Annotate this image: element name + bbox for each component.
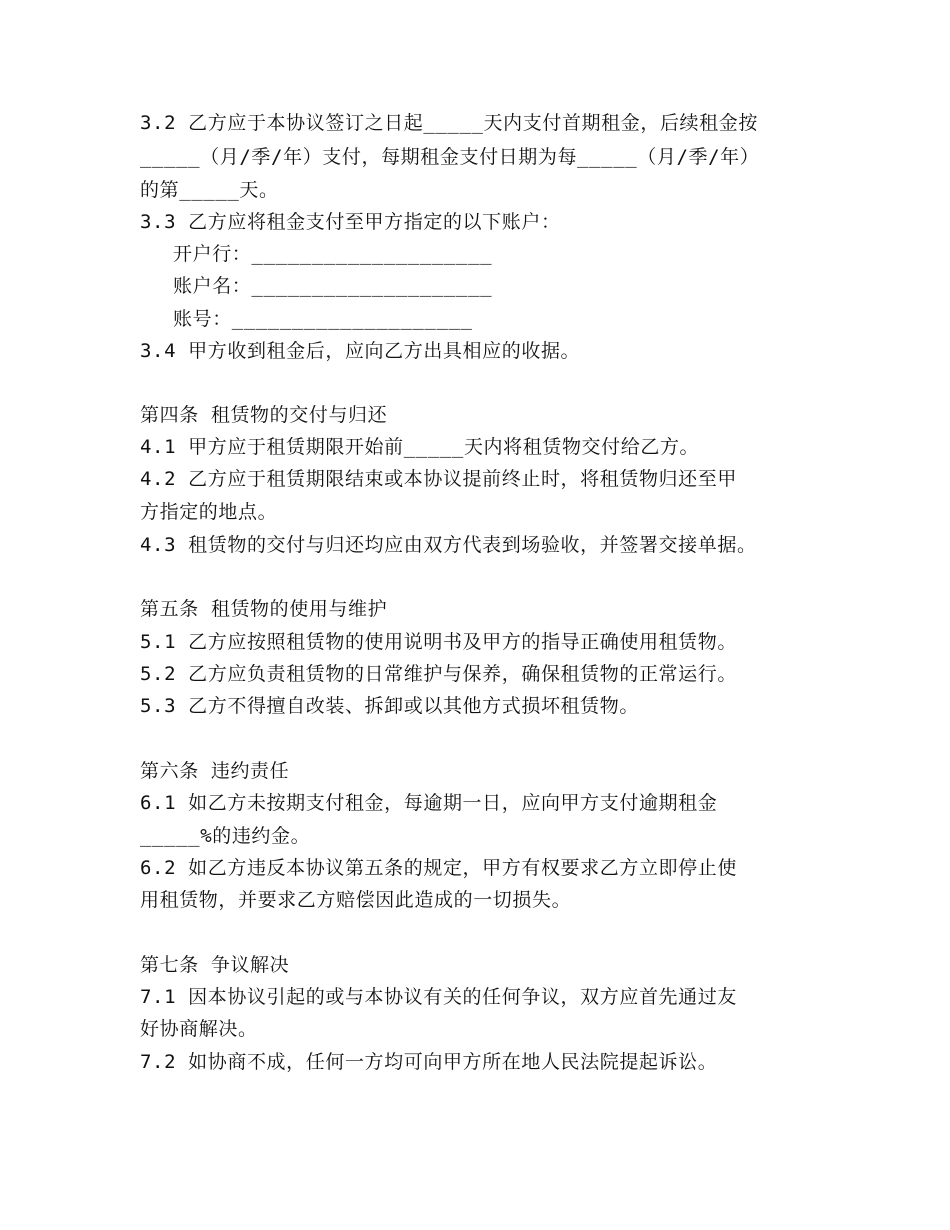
clause-6-1-line-2: _____%的违约金。	[140, 825, 311, 847]
account-name-field: 账户名：____________________	[173, 275, 493, 297]
clause-3-4: 3.4 甲方收到租金后，应向乙方出具相应的收据。	[140, 340, 581, 362]
clause-6-2-line-1: 6.2 如乙方违反本协议第五条的规定，甲方有权要求乙方立即停止使	[140, 857, 737, 879]
clause-6-1-line-1: 6.1 如乙方未按期支付租金，每逾期一日，应向甲方支付逾期租金	[140, 792, 718, 814]
account-number-field: 账号：____________________	[173, 308, 473, 330]
clause-7-1-line-2: 好协商解决。	[140, 1018, 258, 1040]
bank-name-field: 开户行：____________________	[173, 243, 493, 265]
clause-4-1: 4.1 甲方应于租赁期限开始前_____天内将租赁物交付给乙方。	[140, 436, 700, 458]
clause-5-3: 5.3 乙方不得擅自改装、拆卸或以其他方式损坏租赁物。	[140, 695, 639, 717]
clause-7-2: 7.2 如协商不成，任何一方均可向甲方所在地人民法院提起诉讼。	[140, 1051, 718, 1073]
article-6-heading: 第六条 违约责任	[140, 760, 290, 782]
clause-4-3: 4.3 租赁物的交付与归还均应由双方代表到场验收，并签署交接单据。	[140, 534, 757, 556]
article-5-heading: 第五条 租赁物的使用与维护	[140, 598, 388, 620]
article-7-heading: 第七条 争议解决	[140, 954, 290, 976]
clause-5-1: 5.1 乙方应按照租赁物的使用说明书及甲方的指导正确使用租赁物。	[140, 631, 737, 653]
article-4-heading: 第四条 租赁物的交付与归还	[140, 404, 388, 426]
clause-5-2: 5.2 乙方应负责租赁物的日常维护与保养，确保租赁物的正常运行。	[140, 663, 737, 685]
clause-3-2-line-2: _____（月/季/年）支付，每期租金支付日期为每_____（月/季/年）	[140, 146, 760, 168]
clause-4-2-line-2: 方指定的地点。	[140, 501, 278, 523]
clause-3-3: 3.3 乙方应将租金支付至甲方指定的以下账户：	[140, 211, 561, 233]
clause-6-2-line-2: 用租赁物，并要求乙方赔偿因此造成的一切损失。	[140, 889, 572, 911]
clause-4-2-line-1: 4.2 乙方应于租赁期限结束或本协议提前终止时，将租赁物归还至甲	[140, 468, 737, 490]
clause-7-1-line-1: 7.1 因本协议引起的或与本协议有关的任何争议，双方应首先通过友	[140, 986, 737, 1008]
clause-3-2-line-1: 3.2 乙方应于本协议签订之日起_____天内支付首期租金，后续租金按	[140, 112, 758, 134]
clause-3-2-line-3: 的第_____天。	[140, 179, 279, 201]
